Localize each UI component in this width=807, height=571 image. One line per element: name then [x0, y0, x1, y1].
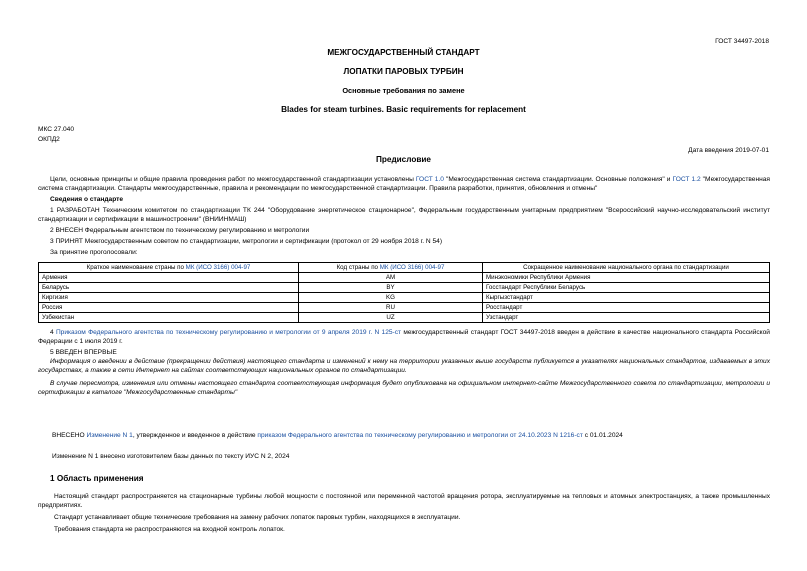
countries-table	[38, 262, 770, 323]
country-cell: Беларусь	[39, 283, 299, 293]
intro-date: Дата введения 2019-07-01	[688, 147, 769, 154]
info-paragraph-2: В случае пересмотра, изменения или отмены настоящего стандарта соответствующая информация будет опубликована на официальном интернет-сайте Межгосударственного совета по стандартизации, метрологии и сертификации в каталоге "Межгосударственные стандарты"	[38, 380, 770, 396]
amendment-text: ВНЕСЕНО	[52, 432, 87, 439]
item-4-text: межгосударственный стандарт ГОСТ 34497-2018 введен в действие в качестве национального стандарта Российской Федерации с 1 июля 2019 г.	[38, 329, 770, 345]
foreword-paragraph	[38, 175, 770, 193]
foreword-text: "Межгосударственная система стандартизации. Основные положения" и	[443, 176, 673, 183]
table-row	[39, 273, 770, 283]
document-title-en: Blades for steam turbines. Basic requirements for replacement	[281, 105, 526, 114]
gost-1-2-link[interactable]: ГОСТ 1.2	[672, 176, 701, 183]
table-header-country: Краткое наименование страны по МК (ИСО 3166) 004-97	[39, 263, 299, 273]
gost-1-0-link[interactable]: ГОСТ 1.0	[415, 176, 444, 183]
code-cell: KG	[299, 293, 483, 303]
code-cell: RU	[299, 303, 483, 313]
code-cell: BY	[299, 283, 483, 293]
mks-code: МКС 27.040	[38, 126, 75, 133]
body-cell: Узстандарт	[483, 313, 770, 323]
foreword-text: Цели, основные принципы и общие правила проведения работ по межгосударственной стандартизации установлены	[50, 176, 416, 183]
country-cell: Россия	[39, 303, 299, 313]
code-cell: UZ	[299, 313, 483, 323]
table-header-code: Код страны по МК (ИСО 3166) 004-97	[299, 263, 483, 273]
document-title: ЛОПАТКИ ПАРОВЫХ ТУРБИН	[343, 67, 464, 76]
country-cell: Узбекистан	[39, 313, 299, 323]
section-1-heading: 1 Область применения	[50, 474, 144, 483]
info-heading: Сведения о стандарте	[50, 196, 124, 203]
body-cell: Кыргызстандарт	[483, 293, 770, 303]
item-3: 3 ПРИНЯТ Межгосударственным советом по стандартизации, метрологии и сертификации (протокол от 29 ноября 2018 г. N 54)	[50, 238, 443, 245]
document-subtitle: Основные требования по замене	[342, 86, 465, 95]
body-cell: Росстандарт	[483, 303, 770, 313]
mk-iso-link[interactable]: МК (ИСО 3166) 004-97	[379, 264, 445, 271]
okpd-code: ОКПД2	[38, 136, 60, 143]
table-header-body: Сокращенное наименование национального органа по стандартизации	[483, 263, 770, 273]
voted-label: За принятие проголосовали:	[50, 249, 138, 256]
item-4-number: 4	[50, 329, 56, 336]
foreword-text: "Межгосударственная система стандартизации. Стандарты межгосударственные, правила и рекомендации по межгосударственной стандартизации. Правила разработки, принятия, обновления и отмены"	[38, 176, 770, 192]
order-125-link[interactable]: Приказом Федерального агентства по техническому регулированию и метрологии от 9 апреля 2019 г. N 125-ст	[55, 329, 402, 336]
country-cell: Армения	[39, 273, 299, 283]
mk-iso-link[interactable]: МК (ИСО 3166) 004-97	[185, 264, 251, 271]
item-2: 2 ВНЕСЕН Федеральным агентством по техническому регулированию и метрологии	[50, 227, 310, 234]
amendment-line	[52, 431, 772, 440]
table-row	[39, 303, 770, 313]
amendment-note: Изменение N 1 внесено изготовителем базы данных по тексту ИУС N 2, 2024	[52, 453, 290, 460]
info-paragraph-1: Информация о введении в действие (прекращении действия) настоящего стандарта и изменений к нему на территории указанных выше государств публикуется в указателях национальных стандартов, издаваемых в этих государствах, а также в сети Интернет на сайтах соответствующих национальных органов по стандартизации.	[38, 358, 770, 374]
code-cell: AM	[299, 273, 483, 283]
table-row	[39, 283, 770, 293]
country-cell: Киргизия	[39, 293, 299, 303]
section-1-paragraph-1: Настоящий стандарт распространяется на стационарные турбины любой мощности с постоянной или переменной частотой вращения ротора, эксплуатируемые на тепловых и атомных электростанциях, а также промышленных предприятиях.	[38, 493, 770, 509]
body-cell: Минэкономики Республики Армения	[483, 273, 770, 283]
foreword-heading: Предисловие	[376, 155, 431, 164]
body-cell: Госстандарт Республики Беларусь	[483, 283, 770, 293]
item-4	[38, 328, 770, 346]
section-1-paragraph-3: Требования стандарта не распространяются на входной контроль лопаток.	[54, 526, 285, 533]
table-header-row	[39, 263, 770, 273]
table-row	[39, 293, 770, 303]
amendment-text: , утвержденное и введенное в действие	[132, 432, 258, 439]
doc-id: ГОСТ 34497-2018	[715, 38, 769, 45]
amendment-1-link[interactable]: Изменение N 1	[86, 432, 133, 439]
amendment-text: с 01.01.2024	[582, 432, 623, 439]
item-5: 5 ВВЕДЕН ВПЕРВЫЕ	[50, 349, 117, 356]
order-1216-link[interactable]: приказом Федерального агентства по техническому регулированию и метрологии от 24.10.2023 N 1216-ст	[257, 432, 583, 439]
table-row	[39, 313, 770, 323]
section-1-paragraph-2: Стандарт устанавливает общие технические требования на замену рабочих лопаток паровых турбин, находящихся в эксплуатации.	[54, 514, 461, 521]
standard-type: МЕЖГОСУДАРСТВЕННЫЙ СТАНДАРТ	[327, 48, 480, 57]
item-1: 1 РАЗРАБОТАН Техническим комитетом по стандартизации ТК 244 "Оборудование энергетическое стационарное", Федеральным государственным унитарным предприятием "Всероссийский научно-исследовательский институт стандартизации и сертификации в машиностроении" (ВНИИНМАШ)	[38, 207, 770, 223]
